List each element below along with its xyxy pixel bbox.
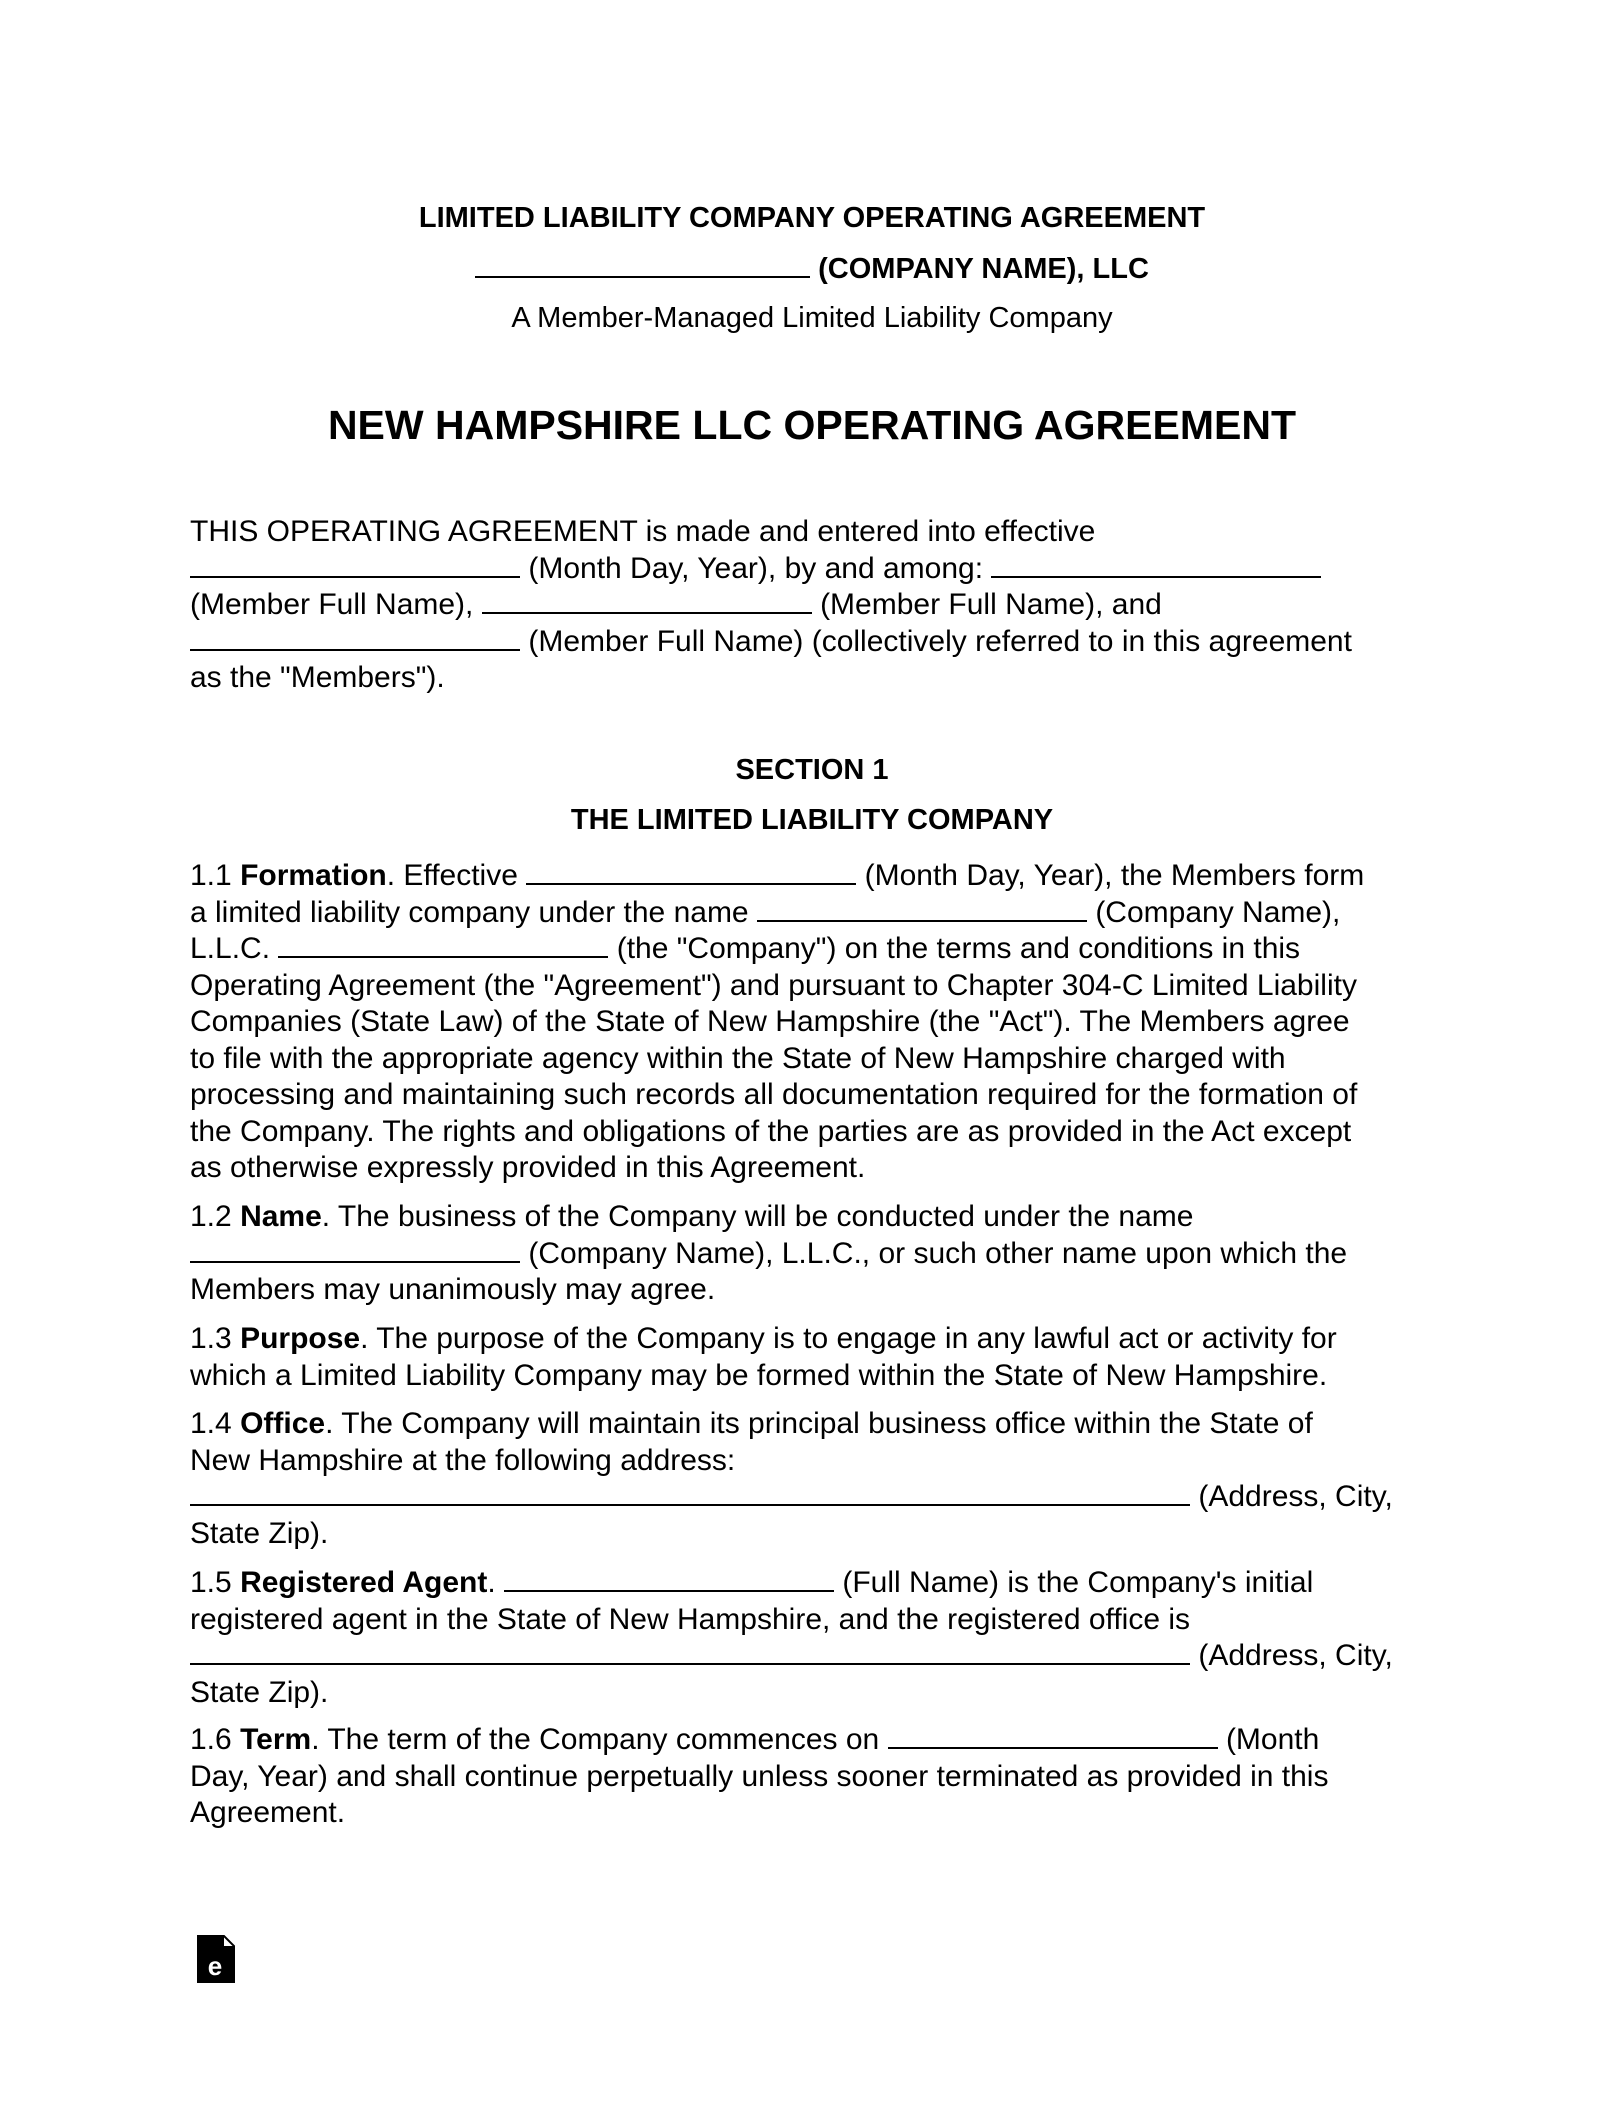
clause-1-1-line-7: processing and maintaining such records all documentation required for the formation of xyxy=(190,1078,1358,1111)
company-name-line xyxy=(0,252,1624,286)
intro-line-5: as the "Members"). xyxy=(190,661,445,694)
clause-heading: Office xyxy=(240,1407,326,1440)
company-name-label: (COMPANY NAME), LLC xyxy=(818,253,1149,285)
business-name-blank[interactable] xyxy=(190,1237,520,1263)
member-name-blank-2[interactable] xyxy=(482,588,812,614)
clause-1-6: 1.6 Term. The term of the Company commences on (Month Day, Year) and shall continue perpetually unless sooner terminated as provided in this Agreement. xyxy=(190,1723,1329,1829)
clause-1-5: 1.5 Registered Agent. (Full Name) is the Company's initial registered agent in the State of New Hampshire, and the registered office is (Address, City, State Zip). xyxy=(190,1566,1393,1709)
term-start-date-blank[interactable] xyxy=(888,1723,1218,1749)
main-title: NEW HAMPSHIRE LLC OPERATING AGREEMENT xyxy=(327,402,1297,448)
agreement-title: LIMITED LIABILITY COMPANY OPERATING AGREEMENT xyxy=(418,202,1206,234)
clause-heading: Name xyxy=(240,1200,322,1233)
office-address-blank[interactable] xyxy=(190,1480,1190,1506)
clause-1-1-line-2: a limited liability company under the name (Company Name), xyxy=(190,895,1341,929)
clause-heading: Term xyxy=(240,1723,312,1756)
formation-date-blank[interactable] xyxy=(526,859,856,885)
clause-heading: Purpose xyxy=(240,1322,361,1355)
member-name-blank-3[interactable] xyxy=(190,625,520,651)
company-name-blank[interactable] xyxy=(475,252,810,278)
clause-heading: Formation xyxy=(240,859,387,892)
registered-agent-name-blank[interactable] xyxy=(504,1566,834,1592)
clause-1-1-line-6: to file with the appropriate agency within the State of New Hampshire charged with xyxy=(190,1041,1286,1075)
clause-1-1-line-4: Operating Agreement (the "Agreement") and pursuant to Chapter 304-C Limited Liability xyxy=(190,968,1357,1002)
intro-line-3: (Member Full Name), (Member Full Name), and xyxy=(190,588,1162,621)
registered-office-address-blank[interactable] xyxy=(190,1639,1190,1665)
clause-1-4: 1.4 Office. The Company will maintain its principal business office within the State of New Hampshire at the following address: (Address, City, State Zip). xyxy=(190,1407,1393,1550)
intro-line-2: (Month Day, Year), by and among: xyxy=(190,551,1430,588)
clause-heading: Registered Agent xyxy=(240,1566,488,1599)
section-title: THE LIMITED LIABILITY COMPANY xyxy=(570,804,1054,836)
clause-1-1-line-8: the Company. The rights and obligations of the parties are as provided in the Act except xyxy=(190,1114,1352,1148)
member-name-blank-1[interactable] xyxy=(991,552,1321,578)
agreement-subtitle: A Member-Managed Limited Liability Company xyxy=(511,302,1113,334)
section-number: SECTION 1 xyxy=(735,754,889,786)
clause-1-1 xyxy=(190,858,1430,1187)
formation-company-name-blank[interactable] xyxy=(757,896,1087,922)
intro-paragraph xyxy=(190,514,1430,697)
intro-line-1: THIS OPERATING AGREEMENT is made and entered into effective xyxy=(190,515,1096,548)
clause-1-3: 1.3 Purpose. The purpose of the Company is to engage in any lawful act or activity for which a Limited Liability Company may be formed within the State of New Hampshire. xyxy=(190,1322,1337,1392)
clause-1-1-line-3: L.L.C. (the "Company") on the terms and conditions in this xyxy=(190,932,1301,965)
intro-line-4: (Member Full Name) (collectively referred to in this agreement xyxy=(190,624,1430,661)
clause-1-1-line-9: as otherwise expressly provided in this Agreement. xyxy=(190,1151,866,1184)
clause-1-2: 1.2 Name. The business of the Company will be conducted under the name (Company Name), L.L.C., or such other name upon which the Members may unanimously may agree. xyxy=(190,1200,1348,1306)
llc-name-blank[interactable] xyxy=(278,932,608,958)
clause-1-1-line-1: 1.1 Formation. Effective (Month Day, Year), the Members form xyxy=(190,859,1365,892)
svg-text:e: e xyxy=(207,1951,223,1981)
eforms-logo-icon xyxy=(197,1935,235,1983)
clause-1-1-line-5: Companies (State Law) of the State of New Hampshire (the "Act"). The Members agree xyxy=(190,1005,1350,1038)
effective-date-blank[interactable] xyxy=(190,552,520,578)
